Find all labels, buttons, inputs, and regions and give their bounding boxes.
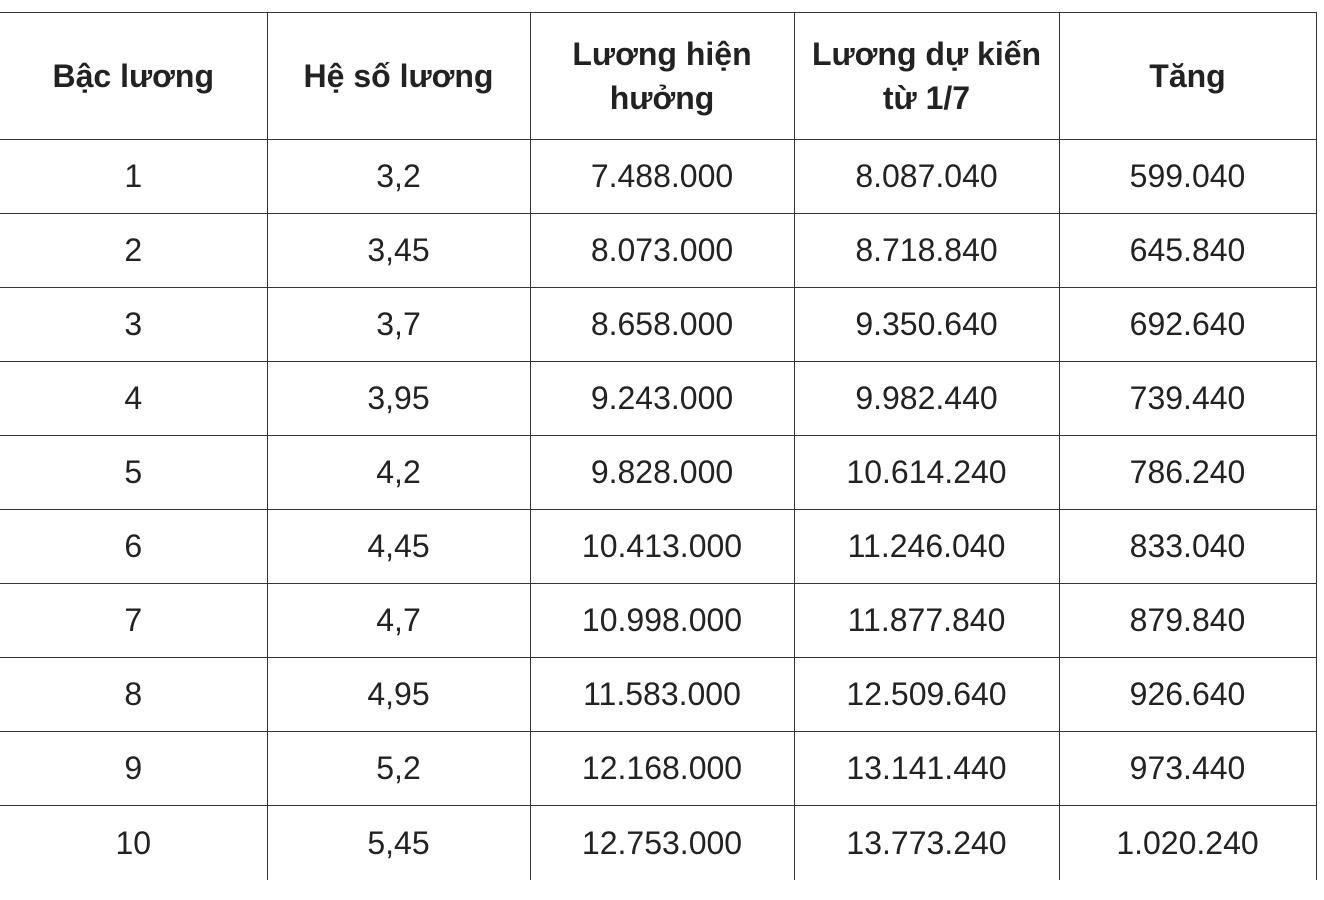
header-cell-coefficient: Hệ số lương [267,13,530,140]
table-cell-expected-salary: 9.350.640 [794,288,1059,362]
table-cell-salary-grade: 8 [0,658,267,732]
table-cell-salary-grade: 2 [0,214,267,288]
table-row [0,510,1316,584]
table-row [0,584,1316,658]
table-cell-current-salary: 10.998.000 [530,584,794,658]
table-cell-salary-grade: 3 [0,288,267,362]
table-cell-coefficient: 4,95 [267,658,530,732]
header-row [0,13,1316,140]
table-cell-coefficient: 4,7 [267,584,530,658]
table-cell-coefficient: 3,95 [267,362,530,436]
table-cell-expected-salary: 8.718.840 [794,214,1059,288]
table-row [0,362,1316,436]
table-row [0,806,1316,881]
table-cell-increase: 692.640 [1059,288,1316,362]
header-cell-expected-salary: Lương dự kiến từ 1/7 [794,13,1059,140]
table-cell-coefficient: 3,7 [267,288,530,362]
table-cell-current-salary: 8.658.000 [530,288,794,362]
table-row [0,288,1316,362]
table-cell-increase: 973.440 [1059,732,1316,806]
table-cell-salary-grade: 5 [0,436,267,510]
table-cell-expected-salary: 11.246.040 [794,510,1059,584]
table-row [0,658,1316,732]
table-cell-current-salary: 12.168.000 [530,732,794,806]
table-cell-increase: 1.020.240 [1059,806,1316,881]
table-cell-expected-salary: 9.982.440 [794,362,1059,436]
table-cell-increase: 739.440 [1059,362,1316,436]
table-cell-salary-grade: 4 [0,362,267,436]
table-cell-current-salary: 8.073.000 [530,214,794,288]
table-cell-current-salary: 11.583.000 [530,658,794,732]
table-cell-increase: 645.840 [1059,214,1316,288]
table-row [0,214,1316,288]
table-cell-current-salary: 10.413.000 [530,510,794,584]
header-cell-salary-grade: Bậc lương [0,13,267,140]
table-cell-current-salary: 12.753.000 [530,806,794,881]
table-cell-coefficient: 3,45 [267,214,530,288]
table-cell-expected-salary: 13.773.240 [794,806,1059,881]
table-cell-coefficient: 5,45 [267,806,530,881]
table-row [0,140,1316,214]
table-cell-salary-grade: 1 [0,140,267,214]
table-body [0,140,1316,881]
table-cell-current-salary: 9.243.000 [530,362,794,436]
salary-table [0,12,1317,880]
table-row [0,436,1316,510]
table-cell-current-salary: 7.488.000 [530,140,794,214]
table-cell-coefficient: 5,2 [267,732,530,806]
table-cell-coefficient: 4,2 [267,436,530,510]
table-cell-increase: 786.240 [1059,436,1316,510]
table-cell-expected-salary: 8.087.040 [794,140,1059,214]
table-cell-increase: 926.640 [1059,658,1316,732]
header-cell-increase: Tăng [1059,13,1316,140]
table-cell-salary-grade: 6 [0,510,267,584]
table-cell-expected-salary: 11.877.840 [794,584,1059,658]
table-cell-coefficient: 4,45 [267,510,530,584]
table-cell-increase: 833.040 [1059,510,1316,584]
table-cell-expected-salary: 10.614.240 [794,436,1059,510]
table-cell-expected-salary: 13.141.440 [794,732,1059,806]
table-cell-current-salary: 9.828.000 [530,436,794,510]
table-cell-expected-salary: 12.509.640 [794,658,1059,732]
table-cell-coefficient: 3,2 [267,140,530,214]
table-cell-increase: 879.840 [1059,584,1316,658]
table-cell-salary-grade: 7 [0,584,267,658]
table-cell-salary-grade: 10 [0,806,267,881]
table-cell-salary-grade: 9 [0,732,267,806]
header-cell-current-salary: Lương hiện hưởng [530,13,794,140]
table-cell-increase: 599.040 [1059,140,1316,214]
table-row [0,732,1316,806]
